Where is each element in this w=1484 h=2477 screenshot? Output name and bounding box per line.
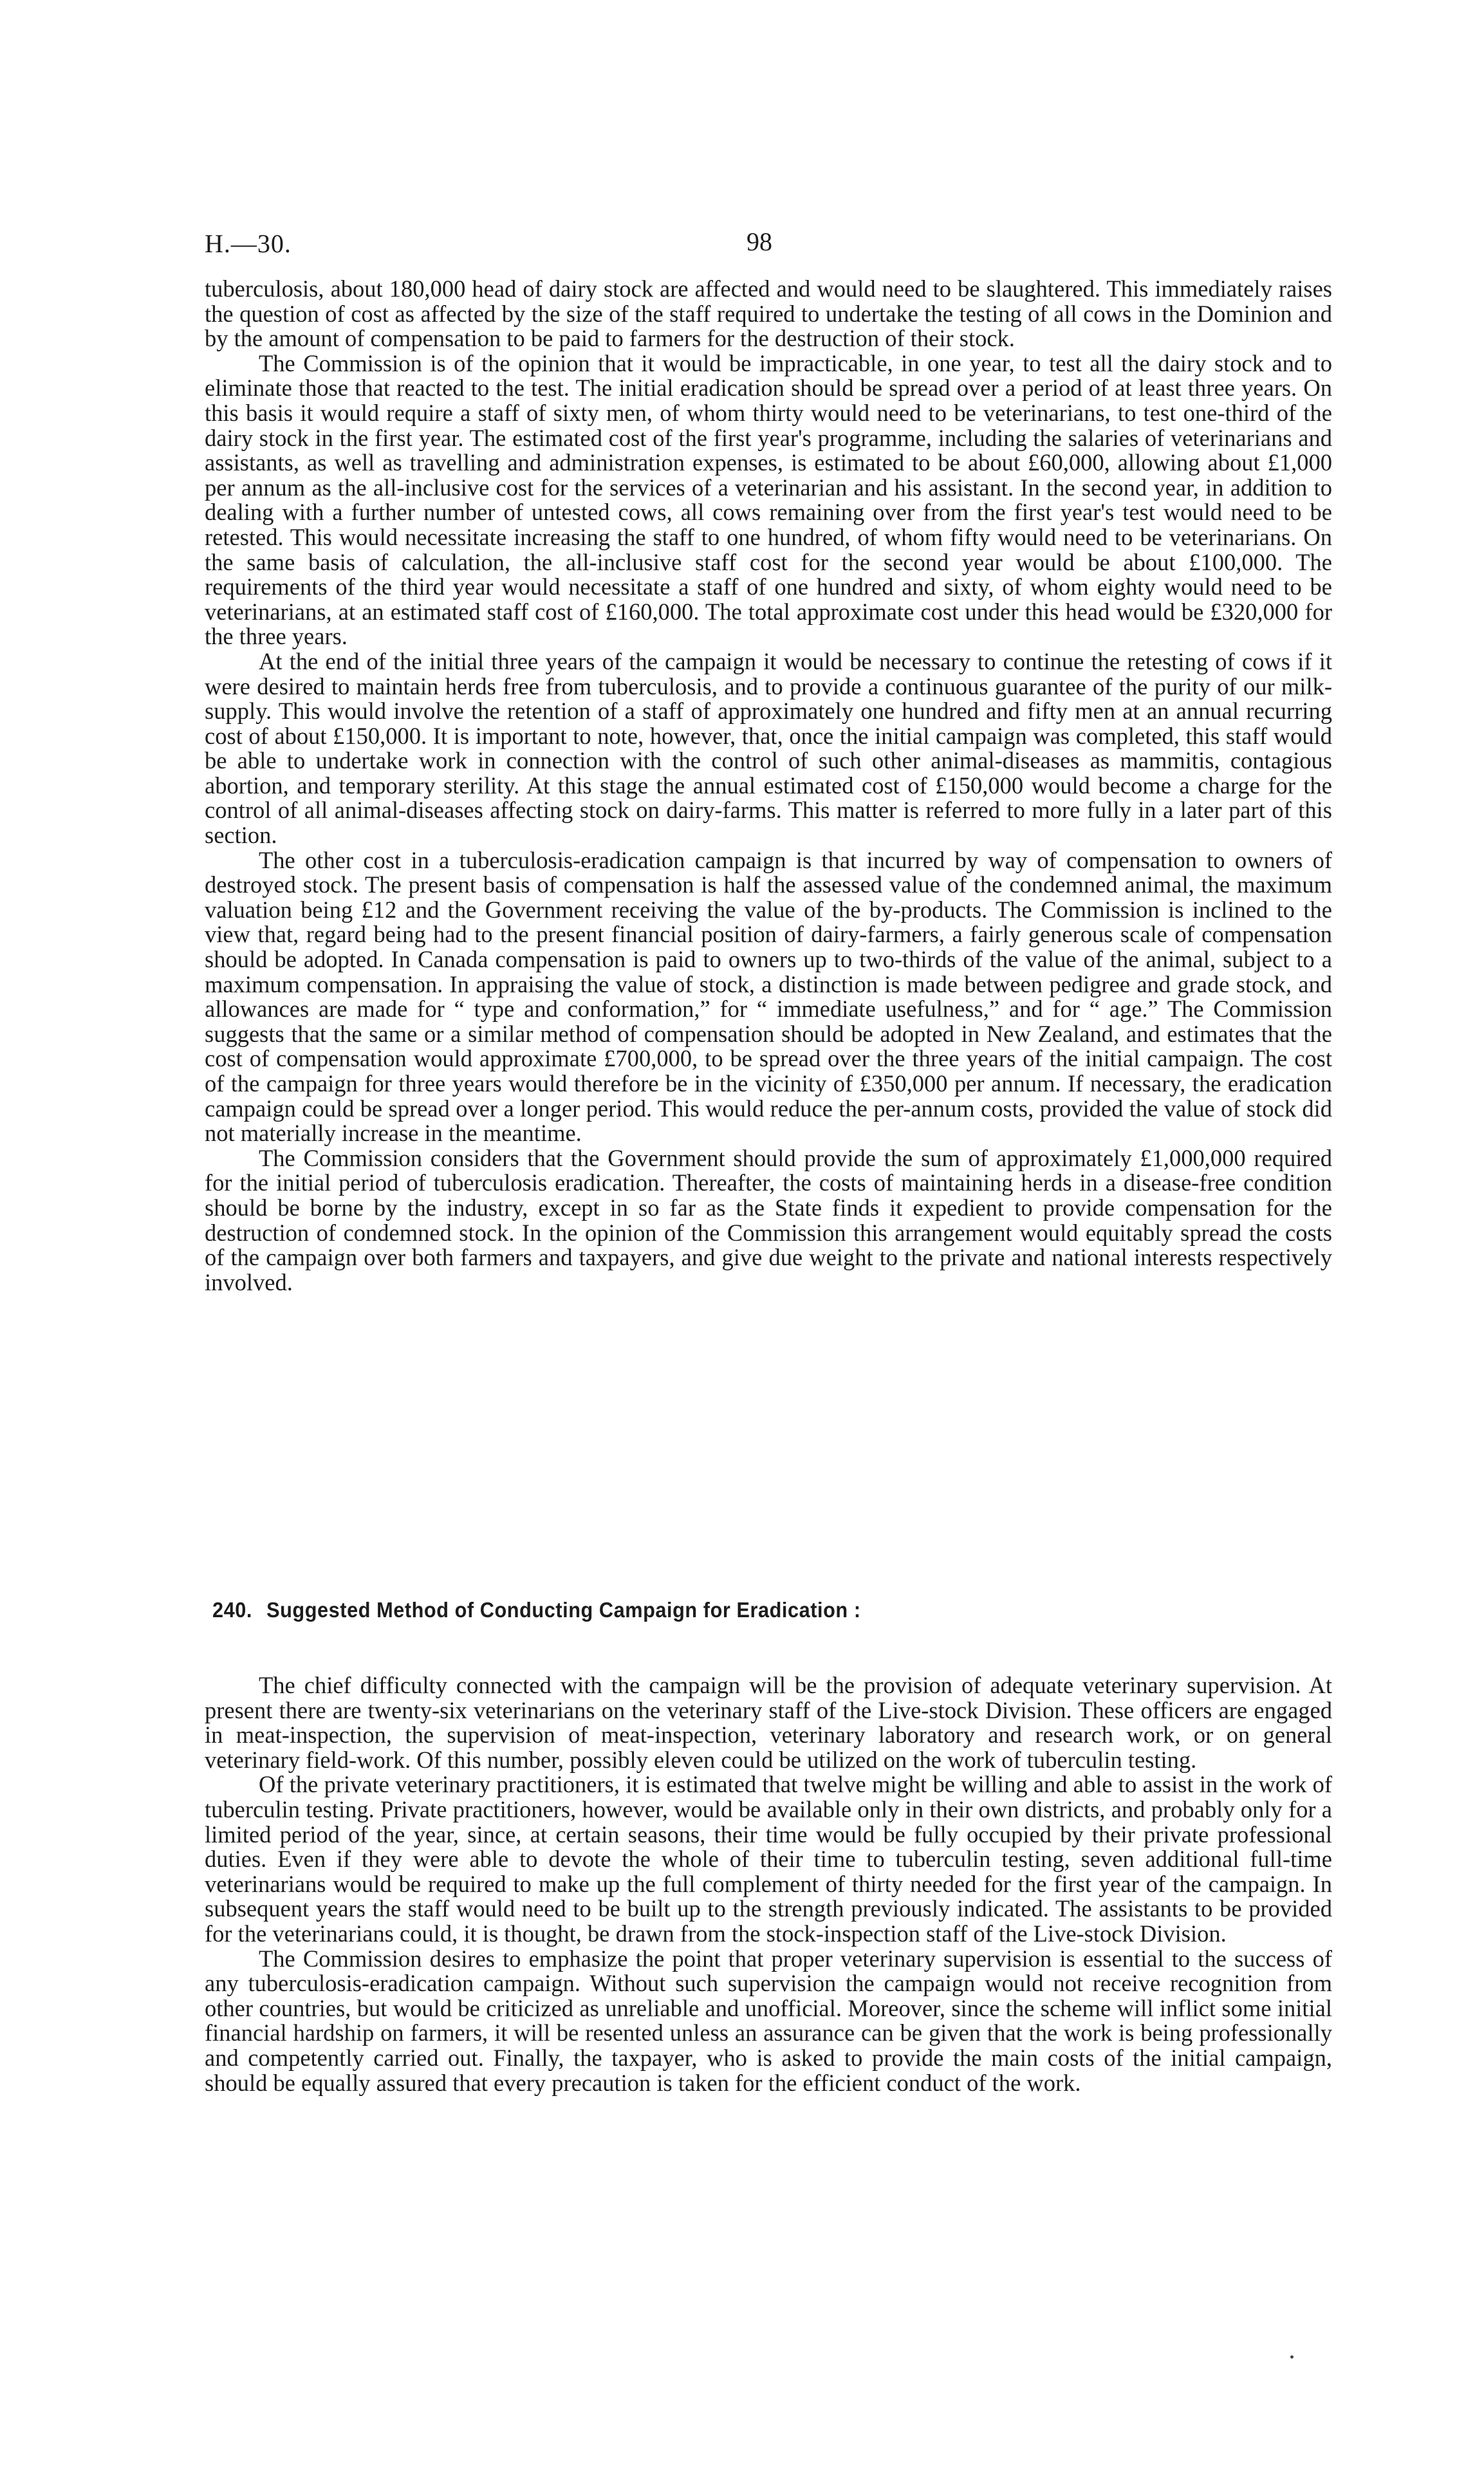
section-title: Suggested Method of Conducting Campaign for Eradication : — [266, 1598, 861, 1622]
page-number: 98 — [747, 227, 772, 256]
paragraph: The Commission considers that the Government should provide the sum of approximately £1,000,000 required for the initial period of tuberculosis eradication. Thereafter, the costs of maintaining herds in a disease-free condition should be borne by the industry, except in so far as the State finds it expedient to provide compensation for the destruction of condemned stock. In the opinion of the Commission this arrangement would equitably spread the costs of the campaign over both farmers and taxpayers, and give due weight to the private and national interests respectively involved. — [205, 1144, 1332, 1295]
paragraph: tuberculosis, about 180,000 head of dairy stock are affected and would need to be slaughtered. This immediately raises the question of cost as affected by the size of the staff required to undertake the testing of all cows in the Dominion and by the amount of compensation to be paid to farmers for the destruction of their stock. — [205, 275, 1332, 352]
paragraph: The Commission is of the opinion that it would be impracticable, in one year, to test all the dairy stock and to eliminate those that reacted to the test. The initial eradication should be spread over a period of at least three years. On this basis it would require a staff of sixty men, of whom thirty would need to be veterinarians, to test one-third of the dairy stock in the first year. The estimated cost of the first year's programme, including the salaries of veterinarians and assistants, as well as travelling and administration expenses, is estimated to be about £60,000, allowing about £1,000 per annum as the all-inclusive cost for the services of a veterinarian and his assistant. In the second year, in addition to dealing with a further number of untested cows, all cows remaining over from the first year's test would need to be retested. This would necessitate increasing the staff to one hundred, of whom fifty would need to be veterinarians. On the same basis of calculation, the all-inclusive staff cost for the second year would be about £100,000. The requirements of the third year would necessitate a staff of one hundred and sixty, of whom eighty would need to be veterinarians, at an estimated staff cost of £160,000. The total approximate cost under this head would be £320,000 for the three years. — [205, 349, 1332, 650]
paragraph: The Commission desires to emphasize the point that proper veterinary supervision is essential to the success of any tuberculosis-eradication campaign. Without such supervision the campaign would not receive recognition from other countries, but would be criticized as unreliable and unofficial. Moreover, since the scheme will inflict some initial financial hardship on farmers, it will be resented unless an assurance can be given that the work is being professionally and competently carried out. Finally, the taxpayer, who is asked to provide the main costs of the initial campaign, should be equally assured that every precaution is taken for the efficient conduct of the work. — [205, 1945, 1332, 2096]
paragraph: Of the private veterinary practitioners, it is estimated that twelve might be willing and able to assist in the work of tuberculin testing. Private practitioners, however, would be available only in their own districts, and probably only for a limited period of the year, since, at certain seasons, their time would be fully occupied by their private professional duties. Even if they were able to devote the whole of their time to tuberculin testing, seven additional full-time veterinarians would be required to make up the full complement of thirty needed for the first year of the campaign. In subsequent years the staff would need to be built up to the strength previously indicated. The assistants to be provided for the veterinarians could, it is thought, be drawn from the stock-inspection staff of the Live-stock Division. — [205, 1771, 1332, 1947]
body-text-before-heading — [205, 277, 1332, 1295]
page-reference: H.—30. — [205, 229, 292, 258]
section-heading — [212, 1598, 861, 1622]
body-text-after-heading — [205, 1673, 1332, 2095]
paragraph: The chief difficulty connected with the campaign will be the provision of adequate veterinary supervision. At present there are twenty-six veterinarians on the veterinary staff of the Live-stock Division. These officers are engaged in meat-inspection, the supervision of meat-inspection, veterinary laboratory and research work, or on general veterinary field-work. Of this number, possibly eleven could be utilized on the work of tuberculin testing. — [205, 1672, 1332, 1773]
paragraph: The other cost in a tuberculosis-eradication campaign is that incurred by way of compensation to owners of destroyed stock. The present basis of compensation is half the assessed value of the condemned animal, the maximum valuation being £12 and the Government receiving the value of the by-products. The Commission is inclined to the view that, regard being had to the present financial position of dairy-farmers, a fairly generous scale of compensation should be adopted. In Canada compensation is paid to owners up to two-thirds of the value of the animal, subject to a maximum compensation. In appraising the value of stock, a distinction is made between pedigree and grade stock, and allowances are made for “ type and conformation,” for “ immediate usefulness,” and for “ age.” The Commission suggests that the same or a similar method of compensation should be adopted in New Zealand, and estimates that the cost of compensation would approximate £700,000, to be spread over the three years of the initial campaign. The cost of the campaign for three years would therefore be in the vicinity of £350,000 per annum. If necessary, the eradication campaign could be spread over a longer period. This would reduce the per-annum costs, provided the value of stock did not materially increase in the meantime. — [205, 846, 1332, 1147]
section-number: 240. — [212, 1598, 252, 1622]
paragraph: At the end of the initial three years of the campaign it would be necessary to continue the retesting of cows if it were desired to maintain herds free from tuberculosis, and to provide a continuous guarantee of the purity of our milk-supply. This would involve the retention of a staff of approximately one hundred and fifty men at an annual recurring cost of about £150,000. It is important to note, however, that, once the initial campaign was completed, this staff would be able to undertake work in connection with the control of such other animal-diseases as mammitis, contagious abortion, and temporary sterility. At this stage the annual estimated cost of £150,000 would become a charge for the control of all animal-diseases affecting stock on dairy-farms. This matter is referred to more fully in a later part of this section. — [205, 647, 1332, 849]
scan-speck — [1290, 2355, 1294, 2359]
